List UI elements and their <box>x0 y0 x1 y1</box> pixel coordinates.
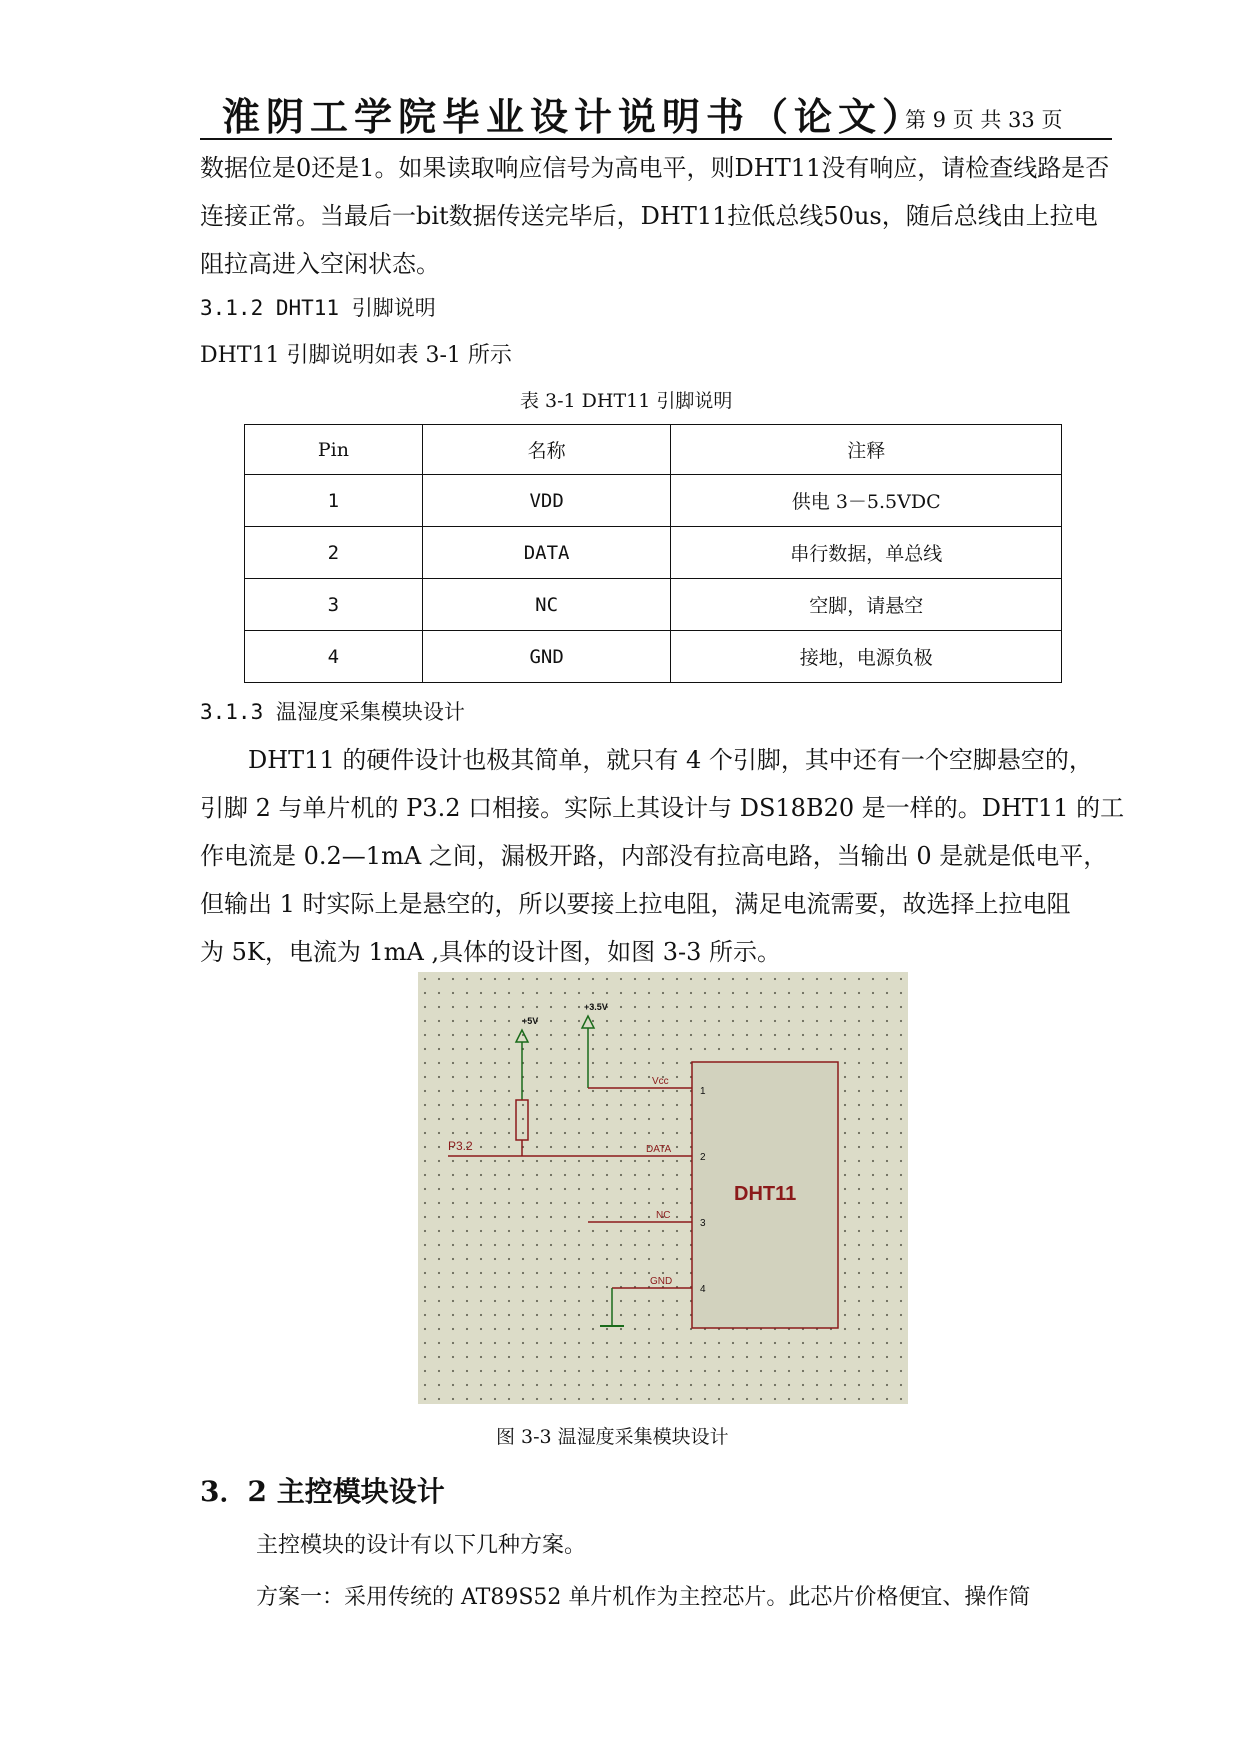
pin-label-gnd: GND <box>650 1276 673 1287</box>
table-cell: DATA <box>422 527 671 579</box>
document-title: 淮阴工学院毕业设计说明书（论文） <box>222 94 927 139</box>
pin-label-data: DATA <box>646 1144 672 1155</box>
section-heading-3-2: 3．2 主控模块设计 <box>200 1475 445 1508</box>
table-row <box>245 631 1062 683</box>
pin-label-vcc: Vcc <box>652 1076 669 1087</box>
pin-table <box>244 424 1062 683</box>
table-header-cell: Pin <box>245 425 423 475</box>
paragraph-line: 为 5K，电流为 1mA ,具体的设计图，如图 3-3 所示。 <box>200 938 781 966</box>
p32-label: P3.2 <box>448 1139 473 1153</box>
dht11-schematic <box>418 972 908 1404</box>
pin-label-nc: NC <box>656 1210 671 1221</box>
pin-number-2: 2 <box>700 1152 706 1163</box>
pin-number-4: 4 <box>700 1284 706 1295</box>
page-number: 第 9 页 共 33 页 <box>905 108 1063 132</box>
pin-number-3: 3 <box>700 1218 706 1229</box>
section-heading-3-1-2: 3.1.2 DHT11 引脚说明 <box>200 296 436 320</box>
paragraph-line: 阻拉高进入空闲状态。 <box>200 250 440 278</box>
table-cell: 空脚，请悬空 <box>671 579 1062 631</box>
table-row <box>245 475 1062 527</box>
pin-number-1: 1 <box>700 1086 706 1097</box>
chip-label: DHT11 <box>734 1183 797 1205</box>
table-cell: GND <box>422 631 671 683</box>
header-divider <box>200 138 1112 140</box>
table-cell: NC <box>422 579 671 631</box>
paragraph-line: 但输出 1 时实际上是悬空的，所以要接上拉电阻，满足电流需要，故选择上拉电阻 <box>200 890 1071 918</box>
supply-label-35v: +3.5V <box>584 1002 608 1012</box>
table-row <box>245 579 1062 631</box>
table-cell: 2 <box>245 527 423 579</box>
table-cell: 3 <box>245 579 423 631</box>
paragraph-line: 数据位是0还是1。如果读取响应信号为高电平，则DHT11没有响应，请检查线路是否 <box>200 154 1110 182</box>
table-cell: 接地，电源负极 <box>671 631 1062 683</box>
paragraph-line: 连接正常。当最后一bit数据传送完毕后，DHT11拉低总线50us，随后总线由上拉电 <box>200 202 1098 230</box>
table-cell: VDD <box>422 475 671 527</box>
paragraph-line: 主控模块的设计有以下几种方案。 <box>256 1533 587 1558</box>
table-row <box>245 527 1062 579</box>
table-cell: 1 <box>245 475 423 527</box>
section-heading-3-1-3: 3.1.3 温湿度采集模块设计 <box>200 700 465 724</box>
supply-label-5v: +5V <box>522 1016 539 1026</box>
table-header-row <box>245 425 1062 475</box>
paragraph-line: DHT11 的硬件设计也极其简单，就只有 4 个引脚，其中还有一个空脚悬空的， <box>224 746 1093 774</box>
table-cell: 供电 3－5.5VDC <box>671 475 1062 527</box>
table-header-cell: 名称 <box>422 425 671 475</box>
figure-caption: 图 3-3 温湿度采集模块设计 <box>496 1426 729 1448</box>
paragraph-line: 方案一：采用传统的 AT89S52 单片机作为主控芯片。此芯片价格便宜、操作简 <box>256 1585 1031 1610</box>
table-cell: 串行数据，单总线 <box>671 527 1062 579</box>
paragraph-line: 作电流是 0.2—1mA 之间，漏极开路，内部没有拉高电路，当输出 0 是就是低电平， <box>200 842 1108 870</box>
table-caption: 表 3-1 DHT11 引脚说明 <box>520 390 733 412</box>
table-cell: 4 <box>245 631 423 683</box>
paragraph-line: DHT11 引脚说明如表 3-1 所示 <box>200 343 512 368</box>
paragraph-line: 引脚 2 与单片机的 P3.2 口相接。实际上其设计与 DS18B20 是一样的。DHT11 的工 <box>200 794 1125 822</box>
table-header-cell: 注释 <box>671 425 1062 475</box>
